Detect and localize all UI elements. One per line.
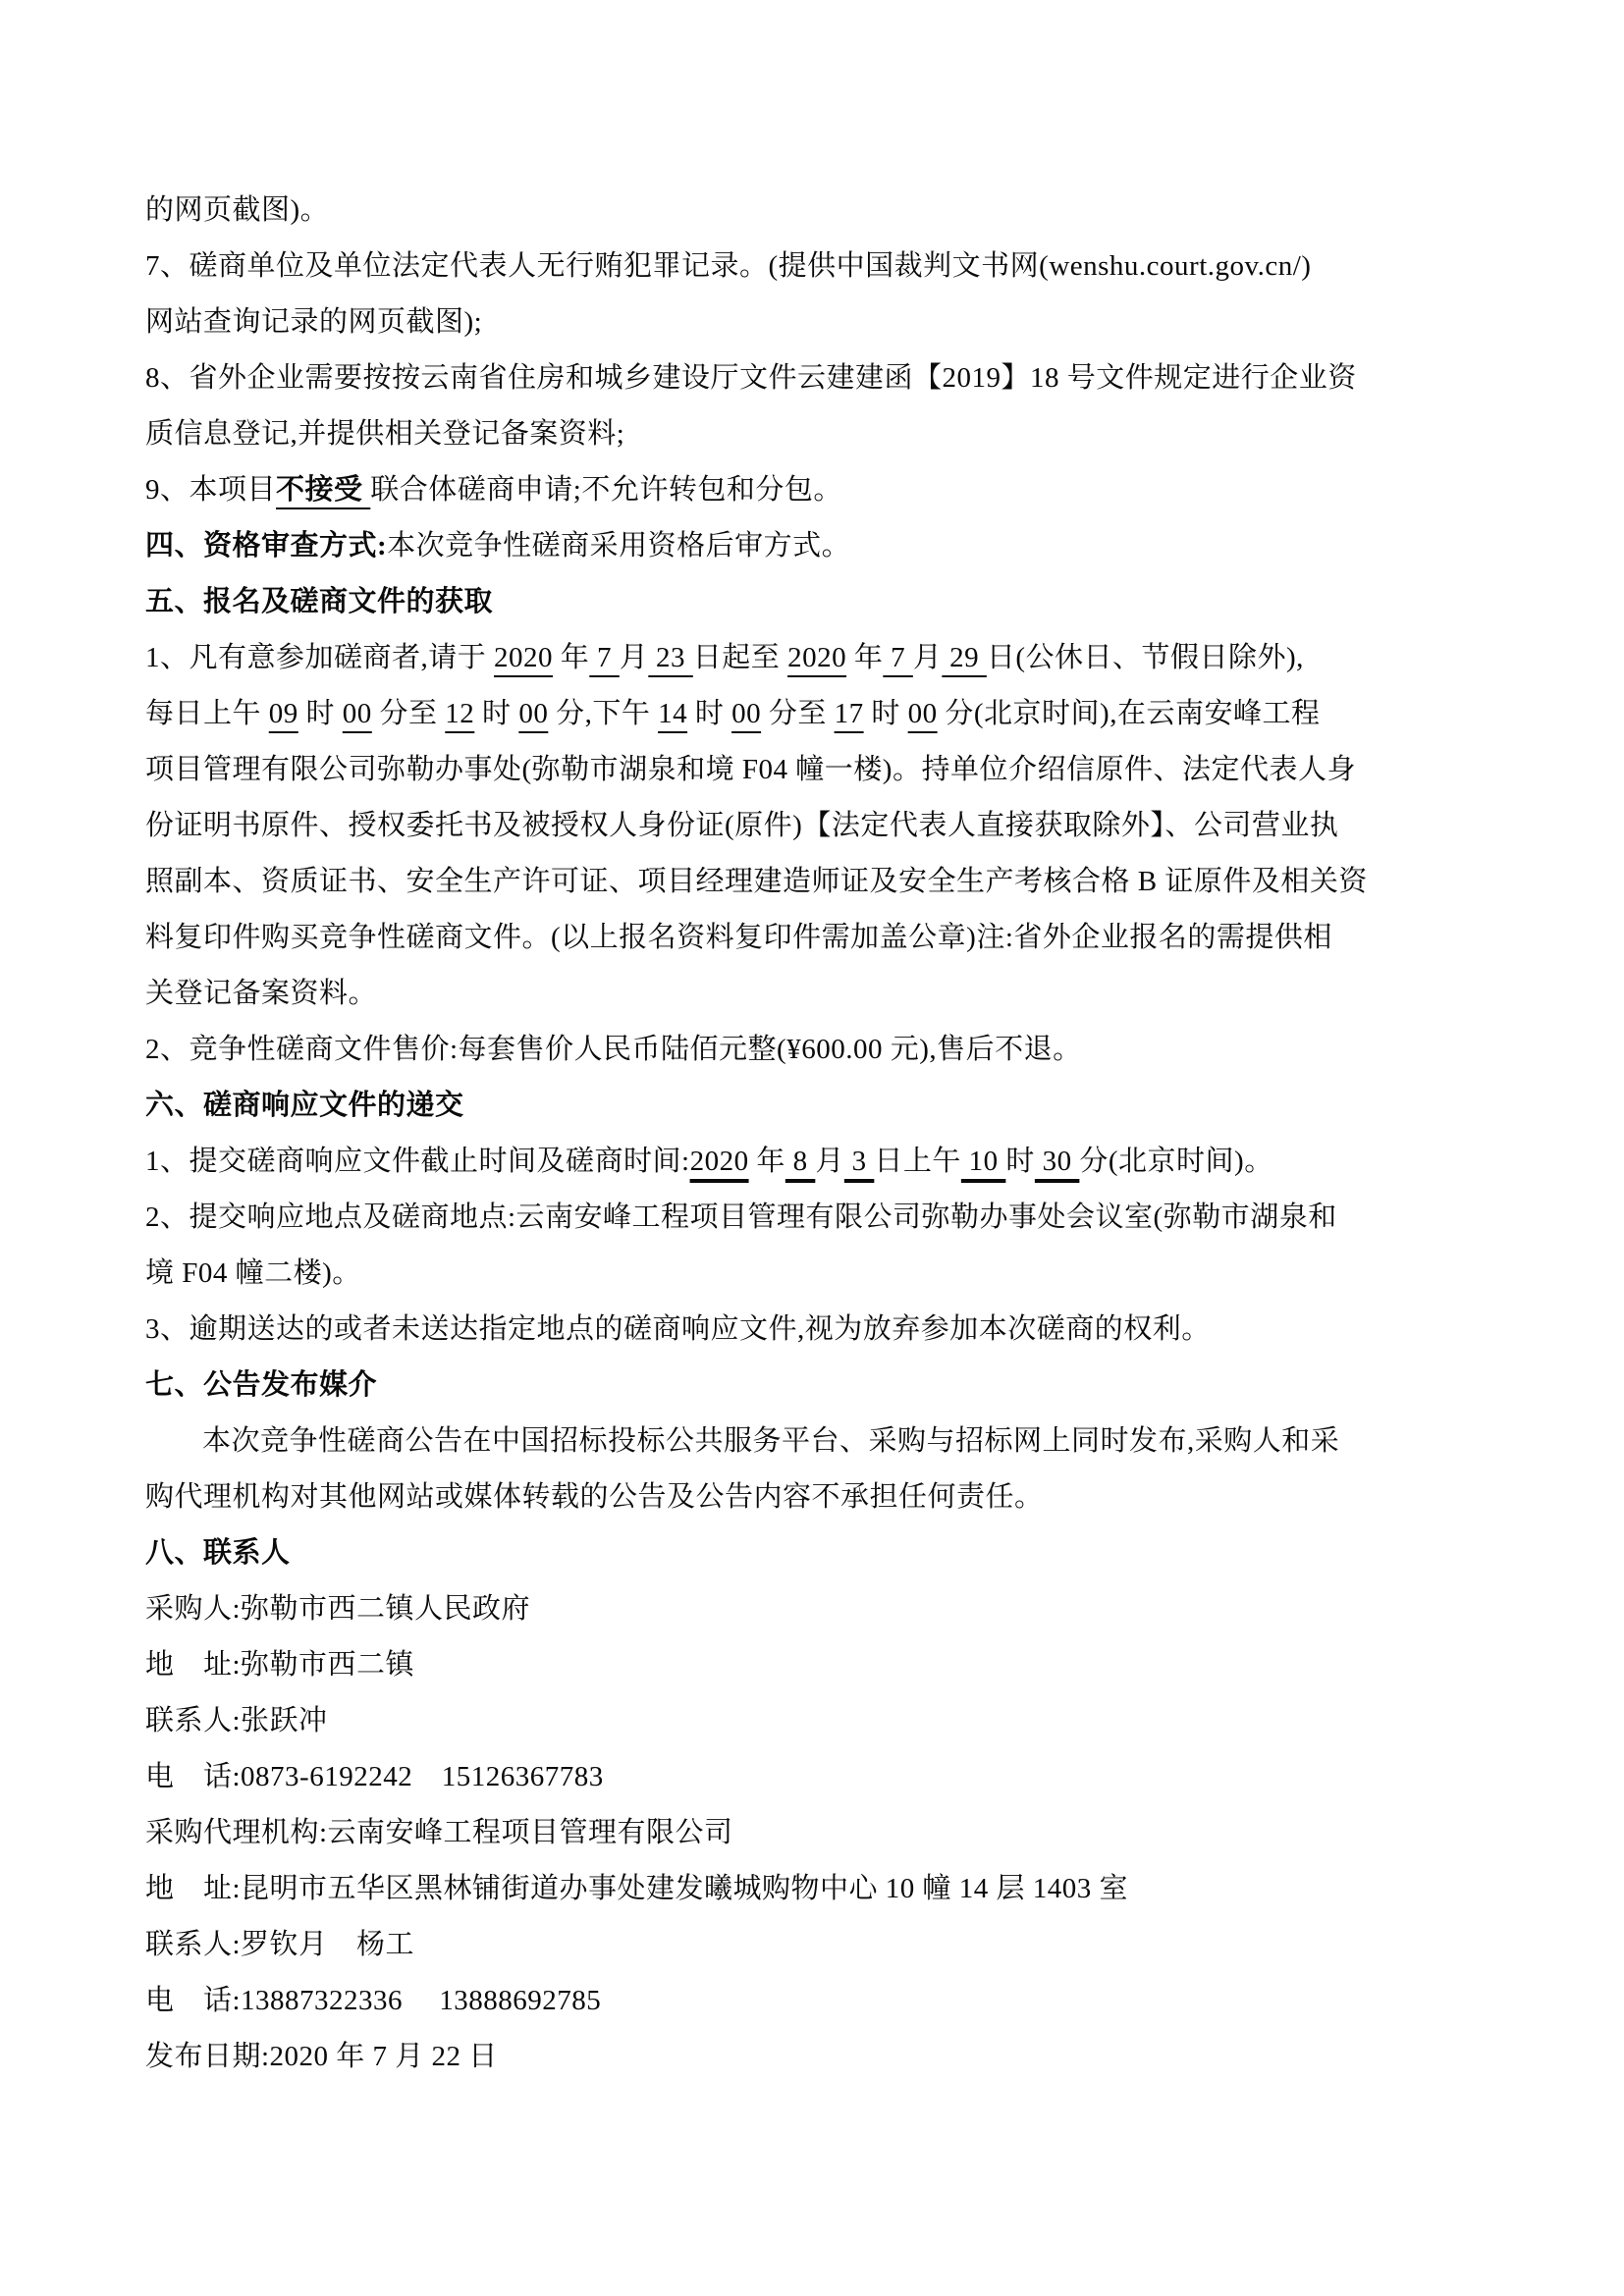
underlined-blank-run: 09 bbox=[268, 698, 298, 729]
text-line-6 bbox=[145, 462, 1492, 518]
text-run: 月 bbox=[815, 1146, 844, 1177]
text-line-2 bbox=[145, 239, 1492, 294]
bold-text-run: 五、报名及磋商文件的获取 bbox=[145, 586, 494, 617]
text-run: 3、逾期送达的或者未送达指定地点的磋商响应文件,视为放弃参加本次磋商的权利。 bbox=[145, 1313, 1211, 1345]
underlined-blank-run: 23 bbox=[648, 642, 693, 673]
text-line-12 bbox=[145, 798, 1492, 854]
text-run: 分(北京时间)。 bbox=[1079, 1146, 1273, 1177]
text-run: 地 址:昆明市五华区黑林铺街道办事处建发曦城购物中心 10 幢 14 层 1403 室 bbox=[145, 1873, 1129, 1904]
underlined-blank-run: 10 bbox=[960, 1146, 1006, 1177]
text-run: 年 bbox=[748, 1146, 785, 1177]
text-run: 年 bbox=[553, 642, 590, 673]
text-run: 1、提交磋商响应文件截止时间及磋商时间: bbox=[145, 1146, 690, 1177]
text-run: 月 bbox=[619, 642, 649, 673]
text-line-24 bbox=[145, 1469, 1492, 1525]
text-line-34 bbox=[145, 2029, 1492, 2085]
text-run: 电 话:13887322336 13888692785 bbox=[145, 1985, 602, 2016]
text-run: 9、本项目 bbox=[145, 474, 277, 506]
text-run: 本次竞争性磋商采用资格后审方式。 bbox=[387, 530, 851, 561]
text-run: 7、磋商单位及单位法定代表人无行贿犯罪记录。(提供中国裁判文书网(wenshu.court.gov.cn/) bbox=[145, 250, 1312, 282]
text-line-4 bbox=[145, 350, 1492, 406]
text-run: 2、提交响应地点及磋商地点:云南安峰工程项目管理有限公司弥勒办事处会议室(弥勒市湖泉和 bbox=[145, 1201, 1337, 1233]
text-run: 联合体磋商申请;不允许转包和分包。 bbox=[370, 474, 842, 506]
text-run: 时 bbox=[298, 698, 343, 729]
underlined-blank-run: 7 bbox=[883, 642, 913, 673]
text-line-26 bbox=[145, 1581, 1492, 1637]
text-line-23 bbox=[145, 1414, 1492, 1469]
text-run: 料复印件购买竞争性磋商文件。(以上报名资料复印件需加盖公章)注:省外企业报名的需提供相 bbox=[145, 922, 1332, 953]
text-run: 联系人:罗钦月 杨工 bbox=[145, 1929, 415, 1960]
text-run: 境 F04 幢二楼)。 bbox=[145, 1257, 361, 1289]
text-run: 时 bbox=[687, 698, 732, 729]
text-run: 照副本、资质证书、安全生产许可证、项目经理建造师证及安全生产考核合格 B 证原件及相关资 bbox=[145, 866, 1368, 897]
text-run: 年 bbox=[846, 642, 884, 673]
underlined-blank-run: 2020 bbox=[494, 642, 554, 673]
underlined-blank-run: 00 bbox=[518, 698, 549, 729]
underlined-blank-run: 17 bbox=[834, 698, 864, 729]
bold-text-run: 七、公告发布媒介 bbox=[145, 1369, 378, 1401]
text-line-17 bbox=[145, 1078, 1492, 1134]
text-run: 份证明书原件、授权委托书及被授权人身份证(原件)【法定代表人直接获取除外】、公司营业执 bbox=[145, 810, 1339, 841]
underlined-blank-run: 2020 bbox=[689, 1146, 749, 1177]
underlined-blank-run: 8 bbox=[785, 1146, 816, 1177]
text-run: 采购人:弥勒市西二镇人民政府 bbox=[145, 1593, 531, 1625]
text-run: 网站查询记录的网页截图); bbox=[145, 306, 483, 338]
text-run: 分(北京时间),在云南安峰工程 bbox=[937, 698, 1321, 729]
text-run: 每日上午 bbox=[145, 698, 269, 729]
text-run: 日起至 bbox=[692, 642, 788, 673]
bold-text-run: 不接受 bbox=[276, 474, 371, 506]
text-line-20 bbox=[145, 1246, 1492, 1302]
text-run: 时 bbox=[1005, 1146, 1035, 1177]
underlined-blank-run: 12 bbox=[445, 698, 475, 729]
text-run: 8、省外企业需要按按云南省住房和城乡建设厅文件云建建函【2019】18 号文件规定进行企业资 bbox=[145, 362, 1357, 394]
text-line-22 bbox=[145, 1358, 1492, 1414]
text-run: 时 bbox=[863, 698, 908, 729]
text-run: 项目管理有限公司弥勒办事处(弥勒市湖泉和境 F04 幢一楼)。持单位介绍信原件、法定代表人身 bbox=[145, 754, 1356, 785]
text-line-15 bbox=[145, 966, 1492, 1022]
underlined-blank-run: 7 bbox=[589, 642, 620, 673]
text-run: 分,下午 bbox=[548, 698, 659, 729]
document-content bbox=[145, 183, 1492, 2085]
text-run: 日上午 bbox=[874, 1146, 961, 1177]
text-line-18 bbox=[145, 1134, 1492, 1190]
text-run: 购代理机构对其他网站或媒体转载的公告及公告内容不承担任何责任。 bbox=[145, 1481, 1044, 1513]
text-run: 的网页截图)。 bbox=[145, 194, 330, 226]
text-line-9 bbox=[145, 630, 1492, 686]
text-line-13 bbox=[145, 854, 1492, 910]
underlined-blank-run: 30 bbox=[1034, 1146, 1080, 1177]
text-line-5 bbox=[145, 406, 1492, 462]
text-line-27 bbox=[145, 1637, 1492, 1693]
underlined-blank-run: 2020 bbox=[787, 642, 847, 673]
text-run: 关登记备案资料。 bbox=[145, 978, 378, 1009]
text-line-16 bbox=[145, 1022, 1492, 1078]
text-run: 月 bbox=[912, 642, 943, 673]
text-line-1 bbox=[145, 183, 1492, 239]
text-line-25 bbox=[145, 1525, 1492, 1581]
text-line-33 bbox=[145, 1973, 1492, 2029]
underlined-blank-run: 00 bbox=[731, 698, 762, 729]
underlined-blank-run: 3 bbox=[843, 1146, 875, 1177]
text-run: 1、凡有意参加磋商者,请于 bbox=[145, 642, 495, 673]
text-run: 联系人:张跃冲 bbox=[145, 1705, 328, 1736]
text-line-7 bbox=[145, 518, 1492, 574]
underlined-blank-run: 00 bbox=[907, 698, 938, 729]
text-line-3 bbox=[145, 294, 1492, 350]
text-line-8 bbox=[145, 574, 1492, 630]
text-line-31 bbox=[145, 1861, 1492, 1917]
underlined-blank-run: 00 bbox=[342, 698, 372, 729]
text-line-32 bbox=[145, 1917, 1492, 1973]
text-run: 本次竞争性磋商公告在中国招标投标公共服务平台、采购与招标网上同时发布,采购人和采 bbox=[202, 1425, 1340, 1457]
underlined-blank-run: 14 bbox=[658, 698, 688, 729]
text-run: 质信息登记,并提供相关登记备案资料; bbox=[145, 418, 625, 450]
text-run: 采购代理机构:云南安峰工程项目管理有限公司 bbox=[145, 1817, 733, 1848]
text-run: 地 址:弥勒市西二镇 bbox=[145, 1649, 415, 1681]
text-run: 发布日期:2020 年 7 月 22 日 bbox=[145, 2041, 498, 2072]
text-run: 2、竞争性磋商文件售价:每套售价人民币陆佰元整(¥600.00 元),售后不退。 bbox=[145, 1034, 1082, 1065]
text-run: 分至 bbox=[371, 698, 446, 729]
text-line-21 bbox=[145, 1302, 1492, 1358]
text-run: 时 bbox=[474, 698, 519, 729]
bold-text-run: 四、资格审查方式: bbox=[145, 530, 388, 561]
text-line-14 bbox=[145, 910, 1492, 966]
text-run: 电 话:0873-6192242 15126367783 bbox=[145, 1761, 604, 1792]
text-line-29 bbox=[145, 1749, 1492, 1805]
text-run: 分至 bbox=[761, 698, 835, 729]
bold-text-run: 六、磋商响应文件的递交 bbox=[145, 1090, 464, 1121]
text-line-19 bbox=[145, 1190, 1492, 1246]
bold-text-run: 八、联系人 bbox=[145, 1537, 291, 1569]
text-line-10 bbox=[145, 686, 1492, 742]
text-line-30 bbox=[145, 1805, 1492, 1861]
text-run: 日(公休日、节假日除外), bbox=[986, 642, 1304, 673]
underlined-blank-run: 29 bbox=[942, 642, 987, 673]
text-line-11 bbox=[145, 742, 1492, 798]
text-line-28 bbox=[145, 1693, 1492, 1749]
